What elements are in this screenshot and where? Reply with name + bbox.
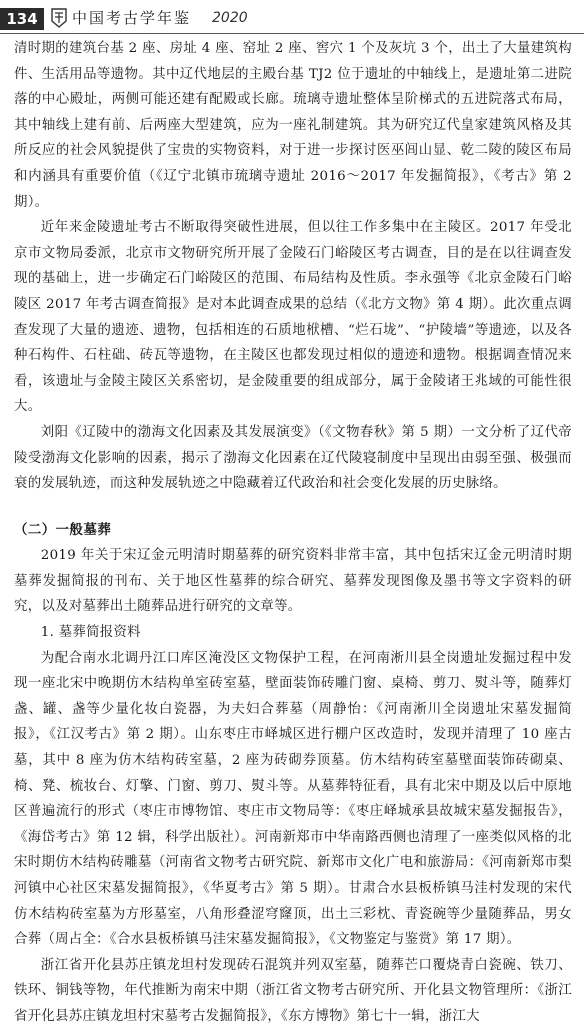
paragraph-zhejiang-tomb: 浙江省开化县苏庄镇龙坦村发现砖石混筑并列双室墓，随葬芒口覆烧青白瓷碗、铁刀、铁环、铜钱等物，年代推断为南宋中期（浙江省文物考古研究所、开化县文物管理所：《浙江省开化县苏庄镇龙坦村宋墓考古发掘简报》，《东方博物》第七十一辑，浙江大	[14, 957, 572, 1024]
article-body	[14, 36, 572, 1030]
subsection-heading: 1. 墓葬简报资料	[40, 625, 141, 641]
paragraph-liulisi-continuation: 清时期的建筑台基 2 座、房址 4 座、窑址 2 座、窖穴 1 个及灰坑 3 个，出土了大量建筑构件、生活用品等遗物。其中辽代地层的主殿台基 TJ2 位于遗址的中轴线上，是遗址第二进院落的中心殿址，两侧可能还建有配殿或长廊。琉璃寺遗址整体呈阶梯式的五进院落式布局，其中轴线上建有前、后两座大型建筑，应为一座礼制建筑。其为研究辽代皇家建筑风格及其所反应的社会风貌提供了宝贵的实物资料，对于进一步探讨医巫闾山显、乾二陵的陵区布局和内涵具有重要价值（《辽宁北镇市琉璃寺遗址 2016～2017 年发掘简报》，《考古》第 2 期）。	[14, 41, 572, 210]
yearbook-year: 2020	[212, 10, 248, 26]
paragraph-tomb-reports: 为配合南水北调丹江口库区淹没区文物保护工程，在河南淅川县全岗遗址发掘过程中发现一座北宋中晚期仿木结构单室砖室墓，壁面装饰砖雕门窗、桌椅、剪刀、熨斗等，随葬灯盏、罐、盏等少量化妆白瓷器，为夫妇合葬墓（周静怡：《河南淅川全岗遗址宋墓发掘简报》，《江汉考古》第 2 期）。山东枣庄市峄城区进行棚户区改造时，发现并清理了 10 座古墓，其中 8 座为仿木结构砖室墓，2 座为砖砌券顶墓。仿木结构砖室墓壁面装饰砖砌桌、椅、凳、梳妆台、灯擎、门窗、剪刀、熨斗等。从墓葬特征看，具有北宋中期及以后中原地区普遍流行的形式（枣庄市博物馆、枣庄市文物局等：《枣庄峄城承县故城宋墓发掘报告》，《海岱考古》第 12 辑，科学出版社）。河南新郑市中华南路西侧也清理了一座类似风格的北宋时期仿木结构砖雕墓（河南省文物考古研究院、新郑市文化广电和旅游局：《河南新郑市梨河镇中心社区宋墓发掘简报》，《华夏考古》第 5 期）。甘肃合水县板桥镇马洼村发现的宋代仿木结构砖室墓为方形墓室，八角形叠涩穹窿顶，出土三彩枕、青瓷碗等少量随葬品，男女合葬（周占全：《合水县板桥镇马洼宋墓发掘简报》，《文物鉴定与鉴赏》第 17 期）。	[14, 650, 572, 948]
paragraph-tombs-overview: 2019 年关于宋辽金元明清时期墓葬的研究资料非常丰富，其中包括宋辽金元明清时期墓葬发掘简报的刊布、关于地区性墓葬的综合研究、墓葬发现图像及墨书等文字资料的研究，以及对墓葬出土随葬品进行研究的文章等。	[14, 548, 572, 615]
header-divider	[0, 33, 584, 34]
yearbook-emblem-icon	[50, 8, 68, 28]
page-number: 134	[0, 8, 44, 30]
section-heading: （二）一般墓葬	[14, 522, 112, 538]
page-header	[0, 0, 584, 40]
paragraph-jinling-survey: 近年来金陵遗址考古不断取得突破性进展，但以往工作多集中在主陵区。2017 年受北京市文物局委派，北京市文物研究所开展了金陵石门峪陵区考古调查，目的是在以往调查发现的基础上，进一步确定石门峪陵区的范围、布局结构及性质。李永强等《北京金陵石门峪陵区 2017 年考古调查简报》是对本此调查成果的总结（《北方文物》第 4 期）。此次重点调查发现了大量的遗迹、遗物，包括相连的石质地栿槽、“烂石垅”、“护陵墙”等遗迹，以及各种石构件、石柱础、砖瓦等遗物，在主陵区也都发现过相似的遗迹和遗物。根据调查情况来看，该遗址与金陵主陵区关系密切，是金陵重要的组成部分，属于金陵诸王兆域的可能性很大。	[14, 220, 572, 415]
paragraph-liuyang-article: 刘阳《辽陵中的渤海文化因素及其发展演变》（《文物春秋》第 5 期）一文分析了辽代帝陵受渤海文化影响的因素，揭示了渤海文化因素在辽代陵寝制度中呈现出由弱至强、极强而衰的发展轨迹，而这种发展轨迹之中隐藏着辽代政治和社会变化发展的历史脉络。	[14, 424, 572, 492]
yearbook-title: 中国考古学年鉴	[72, 9, 192, 27]
